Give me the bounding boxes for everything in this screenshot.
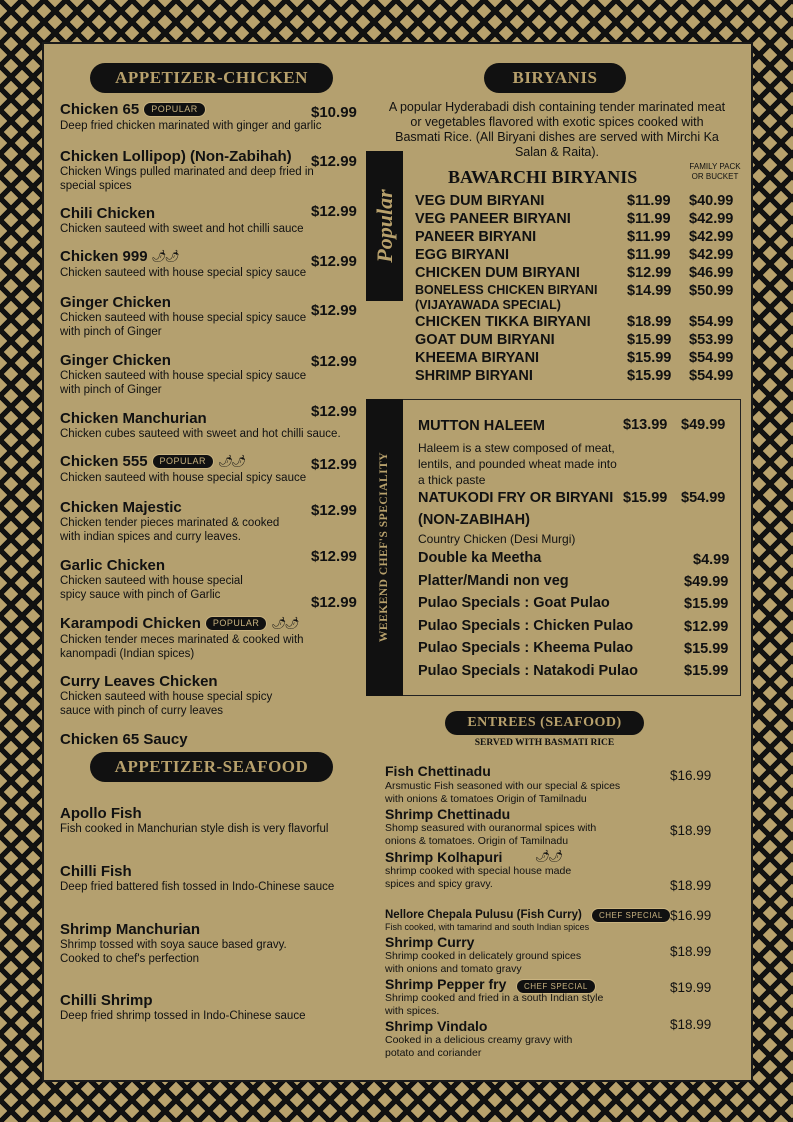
biryani-name: KHEEMA BIRYANI xyxy=(415,350,540,366)
item-name: Chicken 555 xyxy=(60,453,148,470)
item-name: Chicken Manchurian xyxy=(60,410,207,427)
menu-item xyxy=(60,731,188,748)
biryani-name: SHRIMP BIRYANI xyxy=(415,368,533,384)
biryani-name: PANEER BIRYANI xyxy=(415,229,537,245)
menu-item xyxy=(60,805,360,836)
chili-icon: 🌶🌶 xyxy=(218,454,245,468)
entree-name: Shrimp Curry xyxy=(385,934,475,950)
biryani-row xyxy=(415,350,741,368)
biryani-name: BONELESS CHICKEN BIRYANI xyxy=(415,283,598,297)
menu-item xyxy=(60,352,322,397)
item-desc: Deep fried battered fish tossed in Indo-Chinese sauce xyxy=(60,881,335,893)
popular-side-label-box xyxy=(366,151,403,301)
biryani-family-price: $50.99 xyxy=(689,283,734,299)
special-name: Pulao Specials : Kheema Pulao xyxy=(418,640,634,656)
item-desc: Chicken sauteed with house special spicy sauce with pinch of curry leaves xyxy=(60,691,273,717)
item-price: $12.99 xyxy=(311,502,357,519)
weekend-side-label-box xyxy=(366,399,403,696)
chili-icon: 🌶🌶 xyxy=(271,616,298,630)
biryani-family-price: $42.99 xyxy=(689,211,734,227)
special-price: $49.99 xyxy=(684,574,729,590)
item-name: Chicken 999 xyxy=(60,248,148,265)
section-header-appetizer-seafood: APPETIZER-SEAFOOD xyxy=(90,752,333,782)
menu-item xyxy=(60,557,270,602)
item-name: Garlic Chicken xyxy=(60,557,166,574)
popular-side-label: Popular xyxy=(372,189,397,263)
entree-price: $18.99 xyxy=(670,944,712,959)
menu-item xyxy=(60,148,316,193)
biryani-price: $11.99 xyxy=(627,211,671,227)
biryani-price: $18.99 xyxy=(627,314,672,330)
biryani-price: $15.99 xyxy=(627,332,672,348)
item-name: Ginger Chicken xyxy=(60,352,171,369)
item-price: $12.99 xyxy=(311,253,357,270)
item-desc: Chicken cubes sauteed with sweet and hot chilli sauce. xyxy=(60,428,341,440)
biryani-name: (VIJAYAWADA SPECIAL) xyxy=(415,298,561,312)
entree-desc: shrimp cooked with special house made spices and spicy gravy. xyxy=(385,865,572,890)
entree-price: $18.99 xyxy=(670,1017,712,1032)
biryani-family-price: $42.99 xyxy=(689,247,734,263)
item-name: Shrimp Manchurian xyxy=(60,921,201,938)
item-price: $12.99 xyxy=(311,548,357,565)
biryani-name: CHICKEN TIKKA BIRYANI xyxy=(415,314,591,330)
biryani-price: $12.99 xyxy=(627,265,672,281)
special-price: $15.99 xyxy=(623,490,668,506)
item-name: Karampodi Chicken xyxy=(60,615,201,632)
item-name: Curry Leaves Chicken xyxy=(60,673,218,690)
special-price: $15.99 xyxy=(684,641,729,657)
biryani-price: $11.99 xyxy=(627,247,671,263)
section-header-entrees-seafood: ENTREES (SEAFOOD) xyxy=(445,711,644,735)
entree-price: $18.99 xyxy=(670,878,712,893)
menu-item xyxy=(60,992,360,1023)
entree-desc: Shrimp cooked and fried in a south Indian style with spices. xyxy=(385,992,604,1017)
item-desc: Shrimp tossed with soya sauce based gravy. Cooked to chef's perfection xyxy=(60,939,287,965)
chili-icon: 🌶🌶 xyxy=(151,249,179,263)
biryani-price: $11.99 xyxy=(627,229,671,245)
menu-item xyxy=(60,863,360,894)
entree-name: Shrimp Chettinadu xyxy=(385,806,511,822)
biryani-name: VEG DUM BIRYANI xyxy=(415,193,545,209)
menu-item xyxy=(60,921,310,966)
special-family-price: $49.99 xyxy=(681,417,726,433)
special-name: Pulao Specials : Chicken Pulao xyxy=(418,618,634,634)
item-desc: Chicken sauteed with house special spicy sauce xyxy=(60,472,307,484)
biryani-row xyxy=(415,211,741,229)
biryani-price: $11.99 xyxy=(627,193,671,209)
biryani-name: VEG PANEER BIRYANI xyxy=(415,211,571,227)
item-name: Chicken Majestic xyxy=(60,499,182,516)
entree-desc: Shrimp cooked in delicately ground spices with onions and tomato gravy xyxy=(385,950,582,975)
special-name: Platter/Mandi non veg xyxy=(418,573,569,589)
menu-item xyxy=(60,615,340,661)
special-price: $4.99 xyxy=(693,552,730,568)
special-price: $15.99 xyxy=(684,663,729,679)
biryani-name: EGG BIRYANI xyxy=(415,247,510,263)
biryani-row xyxy=(415,247,741,265)
entree-price: $16.99 xyxy=(670,768,712,783)
special-desc: Haleem is a stew composed of meat, lentils, and pounded wheat made into a thick paste xyxy=(418,441,617,487)
special-name: Double ka Meetha xyxy=(418,550,542,566)
biryani-row xyxy=(415,314,741,332)
biryani-row xyxy=(415,229,741,247)
biryani-family-price: $54.99 xyxy=(689,368,734,384)
biryani-row xyxy=(415,193,741,211)
entrees-subtitle: SERVED WITH BASMATI RICE xyxy=(474,738,615,748)
item-desc: Deep fried chicken marinated with ginger and garlic xyxy=(60,120,322,132)
biryani-name: GOAT DUM BIRYANI xyxy=(415,332,555,348)
menu-panel xyxy=(44,44,751,1080)
family-pack-label: FAMILY PACK OR BUCKET xyxy=(689,162,741,181)
item-name: Chicken 65 xyxy=(60,101,140,118)
entree-price: $16.99 xyxy=(670,908,712,923)
special-name: Pulao Specials : Goat Pulao xyxy=(418,595,610,611)
item-name: Ginger Chicken xyxy=(60,294,171,311)
section-header-appetizer-chicken: APPETIZER-CHICKEN xyxy=(90,63,333,93)
chef-special-badge: CHEF SPECIAL xyxy=(516,979,596,994)
entree-name: Shrimp Kolhapuri xyxy=(385,849,503,865)
special-name: NATUKODI FRY OR BIRYANI xyxy=(418,490,614,506)
chili-icon: 🌶🌶 xyxy=(535,849,562,863)
item-name: Chilli Shrimp xyxy=(60,992,153,1009)
special-price: $12.99 xyxy=(684,619,729,635)
biryani-family-price: $46.99 xyxy=(689,265,734,281)
biryani-intro: A popular Hyderabadi dish containing tender marinated meat or vegetables flavored with exotic spices cooked with Basmati Rice. (All Biryani dishes are served with Mirchi Ka Salan & Raita). xyxy=(388,100,726,159)
bawarchi-title: BAWARCHI BIRYANIS xyxy=(448,167,638,187)
menu-item xyxy=(60,673,280,718)
biryani-name: CHICKEN DUM BIRYANI xyxy=(415,265,580,281)
entree-desc: Cooked in a delicious creamy gravy with potato and coriander xyxy=(385,1034,573,1059)
menu-item xyxy=(60,248,330,280)
special-price: $13.99 xyxy=(623,417,668,433)
entree-name: Shrimp Pepper fry xyxy=(385,976,507,992)
biryani-family-price: $54.99 xyxy=(689,350,734,366)
item-price: $12.99 xyxy=(311,456,357,473)
item-desc: Fish cooked in Manchurian style dish is very flavorful xyxy=(60,823,329,835)
item-name: Chili Chicken xyxy=(60,205,156,222)
entree-name: Fish Chettinadu xyxy=(385,763,491,779)
menu-item xyxy=(60,294,322,339)
entree-desc: Arsmustic Fish seasoned with our special & spices with onions & tomatoes Origin of Tamilnadu xyxy=(385,780,621,805)
item-desc: Chicken sauteed with house special spicy sauce with pinch of Ginger xyxy=(60,370,307,396)
biryani-row xyxy=(415,368,741,386)
chef-special-badge: CHEF SPECIAL xyxy=(591,908,671,923)
entree-price: $18.99 xyxy=(670,823,712,838)
item-price: $12.99 xyxy=(311,153,357,170)
item-desc: Chicken sauteed with house special spicy sauce xyxy=(60,267,307,279)
weekend-side-label: WEEKEND CHEF'S SPECIALITY xyxy=(377,451,390,643)
biryani-family-price: $54.99 xyxy=(689,314,734,330)
item-price: $10.99 xyxy=(311,104,357,121)
special-price: $15.99 xyxy=(684,596,729,612)
menu-item xyxy=(60,499,300,544)
menu-item xyxy=(60,453,330,485)
biryani-family-price: $53.99 xyxy=(689,332,734,348)
biryani-row xyxy=(415,265,741,283)
entree-desc: Shomp seasured with ouranormal spices with onions & tomatoes. Origin of Tamilnadu xyxy=(385,822,597,847)
item-desc: Chicken tender meces marinated & cooked with kanompadi (Indian spices) xyxy=(60,634,304,660)
item-price: $12.99 xyxy=(311,353,357,370)
biryani-family-price: $42.99 xyxy=(689,229,734,245)
special-subtitle: (NON-ZABIHAH) xyxy=(418,512,530,528)
biryani-price: $14.99 xyxy=(627,283,672,299)
item-name: Apollo Fish xyxy=(60,805,142,822)
menu-item xyxy=(60,205,330,236)
item-name: Chicken 65 Saucy xyxy=(60,731,188,748)
item-desc: Chicken sauteed with house special spicy sauce with pinch of Ginger xyxy=(60,312,307,338)
popular-badge: POPULAR xyxy=(143,102,206,117)
entree-price: $19.99 xyxy=(670,980,712,995)
item-price: $12.99 xyxy=(311,302,357,319)
item-desc: Chicken tender pieces marinated & cooked with indian spices and curry leaves. xyxy=(60,517,280,543)
entree-name: Nellore Chepala Pulusu (Fish Curry) xyxy=(385,909,582,921)
entree-name: Shrimp Vindalo xyxy=(385,1018,488,1034)
item-price: $12.99 xyxy=(311,403,357,420)
biryani-price: $15.99 xyxy=(627,350,672,366)
special-family-price: $54.99 xyxy=(681,490,726,506)
item-desc: Chicken Wings pulled marinated and deep fried in special spices xyxy=(60,166,314,192)
section-header-biryanis: BIRYANIS xyxy=(484,63,626,93)
biryani-row xyxy=(415,332,741,350)
special-name: Pulao Specials : Natakodi Pulao xyxy=(418,663,638,679)
popular-badge: POPULAR xyxy=(152,454,215,469)
item-name: Chicken Lollipop) (Non-Zabihah) xyxy=(60,148,292,165)
popular-badge: POPULAR xyxy=(205,616,268,631)
item-desc: Chicken sauteed with house special spicy sauce with pinch of Garlic xyxy=(60,575,243,601)
special-desc: Country Chicken (Desi Murgi) xyxy=(418,532,576,546)
entree-desc: Fish cooked, with tamarind and south Indian spices xyxy=(385,922,590,932)
item-desc: Chicken sauteed with sweet and hot chilli sauce xyxy=(60,223,304,235)
item-price: $12.99 xyxy=(311,594,357,611)
biryani-price: $15.99 xyxy=(627,368,672,384)
special-name: MUTTON HALEEM xyxy=(418,418,546,434)
item-price: $12.99 xyxy=(311,203,357,220)
item-name: Chilli Fish xyxy=(60,863,132,880)
item-desc: Deep fried shrimp tossed in Indo-Chinese sauce xyxy=(60,1010,306,1022)
biryani-family-price: $40.99 xyxy=(689,193,734,209)
